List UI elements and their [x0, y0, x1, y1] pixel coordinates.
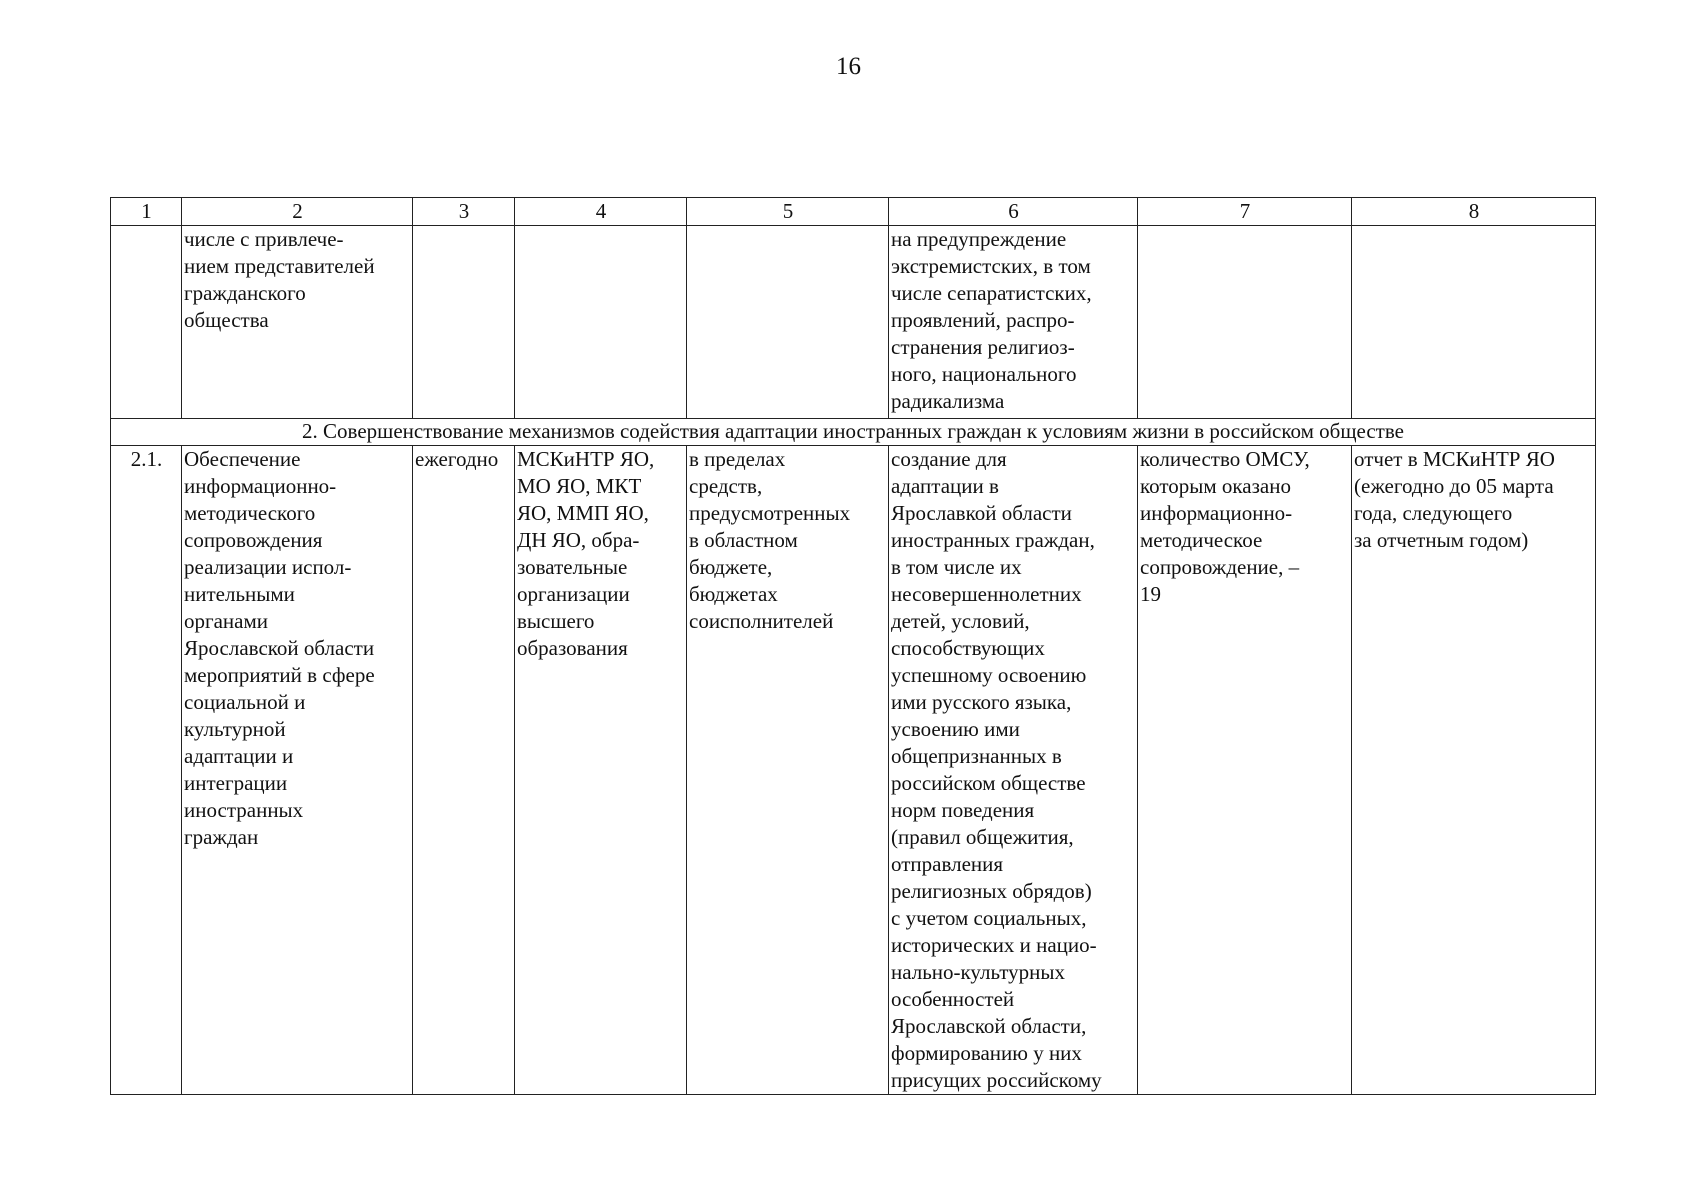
- column-header-5: 5: [687, 198, 889, 226]
- section-title: 2. Совершенствование механизмов содействия адаптации иностранных граждан к условиям жизни в российском обществе: [111, 419, 1596, 446]
- page-number: 16: [836, 53, 861, 80]
- cell-indicator: [1138, 226, 1352, 419]
- column-header-4: 4: [515, 198, 687, 226]
- cell-deadline: ежегодно: [413, 446, 515, 1095]
- table-row-continuation: [111, 226, 1596, 419]
- cell-measure-name: Обеспечение информационно- методического сопровождения реализации испол- нительными органами Ярославской области мероприятий в сфере социальной и культурной адаптации и интеграции иностранных граждан: [182, 446, 413, 1095]
- cell-deadline: [413, 226, 515, 419]
- column-header-1: 1: [111, 198, 182, 226]
- cell-number: [111, 226, 182, 419]
- column-header-6: 6: [889, 198, 1138, 226]
- table-row-2-1: [111, 446, 1596, 1095]
- cell-executors: МСКиНТР ЯО, МО ЯО, МКТ ЯО, ММП ЯО, ДН ЯО, обра- зовательные организации высшего образования: [515, 446, 687, 1095]
- measures-table: [110, 197, 1596, 1095]
- cell-indicator: количество ОМСУ, которым оказано информационно- методическое сопровождение, – 19: [1138, 446, 1352, 1095]
- column-header-8: 8: [1352, 198, 1596, 226]
- cell-reporting: [1352, 226, 1596, 419]
- cell-measure-name: числе с привлече- нием представителей гражданского общества: [182, 226, 413, 419]
- cell-funding: [687, 226, 889, 419]
- cell-executors: [515, 226, 687, 419]
- cell-expected-result: создание для адаптации в Ярославкой области иностранных граждан, в том числе их несовершеннолетних детей, условий, способствующих успешному освоению ими русского языка, усвоению ими общепризнанных в российском обществе норм поведения (правил общежития, отправления религиозных обрядов) с учетом социальных, исторических и нацио- нально-культурных особенностей Ярославской области, формированию у них присущих российскому: [889, 446, 1138, 1095]
- column-header-3: 3: [413, 198, 515, 226]
- column-header-2: 2: [182, 198, 413, 226]
- cell-reporting: отчет в МСКиНТР ЯО (ежегодно до 05 марта года, следующего за отчетным годом): [1352, 446, 1596, 1095]
- cell-funding: в пределах средств, предусмотренных в областном бюджете, бюджетах соисполнителей: [687, 446, 889, 1095]
- section-heading-row: [111, 419, 1596, 446]
- column-header-7: 7: [1138, 198, 1352, 226]
- cell-expected-result: на предупреждение экстремистских, в том числе сепаратистских, проявлений, распро- странения религиоз- ного, национального радикализма: [889, 226, 1138, 419]
- table-header-row: [111, 198, 1596, 226]
- cell-number: 2.1.: [111, 446, 182, 1095]
